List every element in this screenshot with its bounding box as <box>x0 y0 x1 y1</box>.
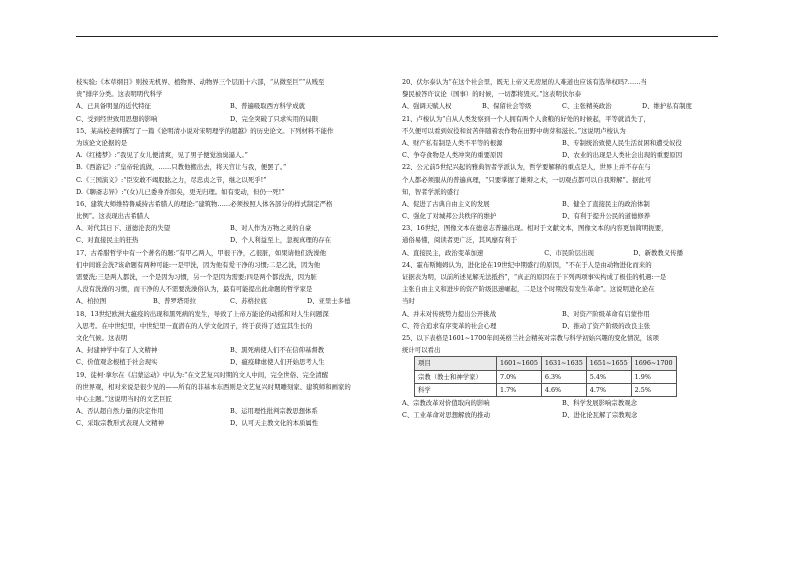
option-a[interactable]: A、强调天赋人权 <box>402 102 452 111</box>
option-c[interactable]: C、采取宗教形式表现人文精神 <box>76 419 164 428</box>
option-a[interactable]: A、对代其日下、道德沦丧的失望 <box>76 224 171 233</box>
options-row <box>402 137 722 149</box>
question-stem: 15、某高校老师撰写了一篇《论明清小说对宋明理学的超越》的历史论文。下列材料不能作 <box>76 126 334 135</box>
options-row <box>402 320 722 332</box>
option-c[interactable]: C、主张精英政治 <box>562 102 612 111</box>
option-a[interactable]: A、直接民主，政治变革加速 <box>402 248 484 257</box>
option-a[interactable]: A、宗教改革对价值取向的影响 <box>402 398 490 407</box>
data-table <box>414 356 677 397</box>
options-row <box>402 409 722 421</box>
option-d[interactable]: D、有利于提升公民的道德修养 <box>562 212 651 221</box>
text-line: 枝实验;《本草纲目》则按无机界、植物界、动物界三个层面十六部，“从微至巨”“从贱至 <box>76 78 325 86</box>
option-b[interactable]: B、专制统治致使人民生活贫困和遭受奴役 <box>562 138 682 147</box>
option-b[interactable]: B、保留社会等级 <box>482 102 532 111</box>
options-row <box>402 308 722 320</box>
text-line: 证据表为明，以前所述见解无法抵挡”，“真正的原因在于下列两项事实构成了极佳的机遇:一是 <box>402 273 667 281</box>
text-line: 文化气候。这表明 <box>76 333 128 342</box>
question-stem: 20、伏尔泰认为“在这个社会里，既无上帝又无房屋的人难道也应该有选举权吗?……当 <box>402 78 647 86</box>
option-d[interactable]: D、亚里士多德 <box>307 297 351 306</box>
option-c[interactable]: C、符合追求有序变革的社会心理 <box>402 321 497 330</box>
option-d[interactable]: D、认可天主教文化的本质属性 <box>230 419 319 428</box>
text-line: 通俗易懂，阅读者更广泛，其风靡有利于 <box>402 236 518 245</box>
table-cell: 宗教（教士和神学家） <box>415 370 497 383</box>
question-stem: 23、16世纪，图像文本在德意志普遍出现。相对于文献文本，图像文本的内容更加简明扼要， <box>402 224 668 233</box>
option-b[interactable]: B、对人作为万物之灵的自豪 <box>230 224 312 233</box>
table-cell: 科学 <box>415 383 497 396</box>
text-line: 统计可以看出 <box>402 346 441 355</box>
option-a[interactable]: A、柏拉图 <box>76 297 107 306</box>
options-row <box>76 344 384 356</box>
option-b[interactable]: B、对资产阶级革命有启蒙作用 <box>562 309 650 318</box>
option-c[interactable]: C、工业革命对思想解放的推动 <box>402 411 490 420</box>
options-row <box>402 149 722 161</box>
text-line: 黎民被答许议论（国事）的时候，一切都将毁灭。”这表明伏尔泰 <box>402 90 582 99</box>
text-line: 们中间谁会洗?该命题有两种可能:一是甲洗，因为他有爱干净的习惯;二是乙洗，因为他 <box>76 260 321 269</box>
table-cell: 7.0% <box>497 370 542 383</box>
option-d[interactable]: D、瘟疫肆虐使人们开始思考人生 <box>230 358 325 367</box>
option-c[interactable]: C、市民阶层出现 <box>544 248 594 257</box>
question-stem: 22、公元前5世纪兴起的雅典智者学派认为，哲学要解释的重点是人，世界上并不存在与 <box>402 163 651 172</box>
text-line: 当时 <box>402 297 415 306</box>
options-row <box>402 247 722 259</box>
table-cell: 1.9% <box>631 370 676 383</box>
table-cell: 6.3% <box>541 370 586 383</box>
table-header-cell: 1631~1635 <box>541 357 586 370</box>
option-c[interactable]: C、对直接民主的狂热 <box>76 236 139 245</box>
table-header-cell: 1696~1700 <box>631 357 676 370</box>
options-row <box>76 356 384 368</box>
text-line: 为该论文论据的是 <box>76 138 128 147</box>
table-header-row <box>415 357 677 370</box>
options-row <box>402 397 722 409</box>
table-cell: 2.5% <box>631 383 676 396</box>
header-rule <box>76 36 718 37</box>
option-d[interactable]: D、推动了资产阶级的改良主张 <box>562 321 651 330</box>
question-stem: 18、13世纪欧洲大瘟疫的出现和黑死病的发生，导致了上帝万能论的动摇和对人生问题深 <box>76 309 329 318</box>
text-line: 主张自由主义和进步的资产阶级迅速崛起，二是这个时期没有发生革命”。这说明进化论在 <box>402 285 655 294</box>
option-c[interactable]: C、苏格拉底 <box>230 297 267 306</box>
table-header-cell: 1651~1655 <box>586 357 631 370</box>
option-a[interactable]: A、财产私有制是人类不平等的根源 <box>402 138 503 147</box>
options-row <box>76 417 384 429</box>
option-a[interactable]: A、并未对传统势力提出公开挑战 <box>402 309 497 318</box>
option-a[interactable]: A、促进了古典自由主义的发展 <box>402 199 490 208</box>
text-line: 入思考。在中世纪里，中世纪里一直潜在的人学文化因子，终于获得了适宜其生长的 <box>76 321 313 330</box>
option-d[interactable]: D、农业的出现是人类社会出现的重要原因 <box>562 151 683 160</box>
option-b[interactable]: B、普罗塔哥拉 <box>153 297 197 306</box>
question-stem: 19、徒柯·拿尔在《启蒙运动》中认为:“在文艺复兴时期的文人中间，完全世俗、完全清醒 <box>76 370 329 379</box>
option-b[interactable]: B、黑死病使人们不在信仰基督教 <box>230 346 325 355</box>
option-d[interactable]: D、进化论瓦解了宗教观念 <box>562 411 638 420</box>
option-c[interactable]: C.《三国演义》:“臣安敢不竭股肱之力，尽忠贞之节，继之以死乎!” <box>76 175 267 184</box>
question-stem: 25、以下表格是1601~1700年间英格兰社会精英对宗教与科学初始兴趣的变化情况，该项 <box>402 333 659 342</box>
options-row <box>76 295 384 307</box>
option-b[interactable]: B、健全了直接民主的政治体制 <box>562 199 650 208</box>
table-row <box>415 383 677 396</box>
option-d[interactable]: D、完全突破了只求实用的局限 <box>230 114 319 123</box>
text-line: 需要洗;三是两人都洗，一个是因为习惯，另一个是因为需要;四是两个都没洗，因为脏 <box>76 273 317 281</box>
left-column <box>76 76 384 429</box>
right-column <box>402 76 722 421</box>
option-b[interactable]: B、科学发展影响宗教观念 <box>562 398 637 407</box>
option-a[interactable]: A、已具备明显的近代特征 <box>76 102 151 111</box>
text-line: 不久便可以看到奴役和贫苦伴随着农作物在田野中萌芽和滋长。”这说明卢梭认为 <box>402 126 626 135</box>
option-d[interactable]: D、维护私有制度 <box>642 102 692 111</box>
option-c[interactable]: C、价值观念根植于社会现实 <box>76 358 158 367</box>
options-row <box>76 222 384 234</box>
question-stem: 21、卢梭认为“自从人类发察到一个人拥有两个人食粮的好处的时候起，平等就消失了， <box>402 114 650 123</box>
table-header-cell: 1601~1605 <box>497 357 542 370</box>
text-line: 中心主题。”这说明当时的文艺巨匠 <box>76 394 172 403</box>
table-row <box>415 370 677 383</box>
table-cell: 4.6% <box>541 383 586 396</box>
question-stem: 17、古希腊哲学中有一个著名的题:“有甲乙两人，甲很干净，乙很脏，如果请他们洗澡他 <box>76 248 327 257</box>
text-line: 个人都必须服从的普遍真理，“只要掌握了雄辩之术，一切观点都可以自我辩解”。据此可 <box>402 175 652 184</box>
table-cell: 5.4% <box>586 370 631 383</box>
question-stem: 16、建筑大师维特鲁威持古希腊人的理论:“建筑物……必须按照人体各部分的样式制定严格 <box>76 199 333 208</box>
option-b[interactable]: B、运用理性批判宗教思想体系 <box>230 407 318 416</box>
option-a[interactable]: A、封建神学中有了人文精神 <box>76 346 158 355</box>
text-line: 的世界观，相对来说是很少见的——所有的非基本东西则是文艺复兴时期雕刻家、建筑师和画家的 <box>76 382 351 391</box>
table-header-cell: 项目 <box>415 357 497 370</box>
options-row <box>402 210 722 222</box>
options-row <box>76 405 384 417</box>
option-d[interactable]: D.《聊斋志异》:“(女)儿已委身乔郎矣，更无归理。如有变动，但仍一死!” <box>76 187 285 196</box>
option-a[interactable]: A.《红楼梦》:“我见了女儿便清爽，见了男子便觉浊臭逼人。” <box>76 151 248 160</box>
option-a[interactable]: A、否认超自然力量的决定作用 <box>76 407 164 416</box>
option-c[interactable]: C、强化了对城邦公共秩序的维护 <box>402 212 497 221</box>
options-row <box>76 100 384 112</box>
table-cell: 1.7% <box>497 383 542 396</box>
option-d[interactable]: D、新教教义传播 <box>633 248 683 257</box>
text-line: 人没有洗澡的习惯，而干净的人不需要洗澡俗认为，最有可能提出此命题的哲学家是 <box>76 285 313 294</box>
option-b[interactable]: B.《西游记》:“皇帝轮流做，……只教他搬出去，将天宫让与我，便罢了。” <box>76 163 287 172</box>
text-line: 知，智者学派的盛行 <box>402 187 460 196</box>
option-c[interactable]: C、受到经世致用思想的影响 <box>76 114 158 123</box>
text-line: 比例”。这表现出古希腊人 <box>76 212 150 221</box>
options-row <box>402 100 722 112</box>
question-stem: 24、霍布斯鲍姆认为，进化论在19世纪中期盛行的原因，“不在于人是由动物进化而来的 <box>402 260 652 269</box>
option-d[interactable]: D、个人利益至上，忽视真理的存在 <box>230 236 331 245</box>
options-row <box>76 113 384 125</box>
text-line: 贵”排序分类。这表明明代科学 <box>76 90 163 99</box>
option-c[interactable]: C、争夺食物是人类冲突的重要原因 <box>402 151 503 160</box>
options-row <box>76 234 384 246</box>
options-row <box>402 198 722 210</box>
option-b[interactable]: B、普遍吸取西方科学成就 <box>230 102 305 111</box>
table-cell: 4.7% <box>586 383 631 396</box>
